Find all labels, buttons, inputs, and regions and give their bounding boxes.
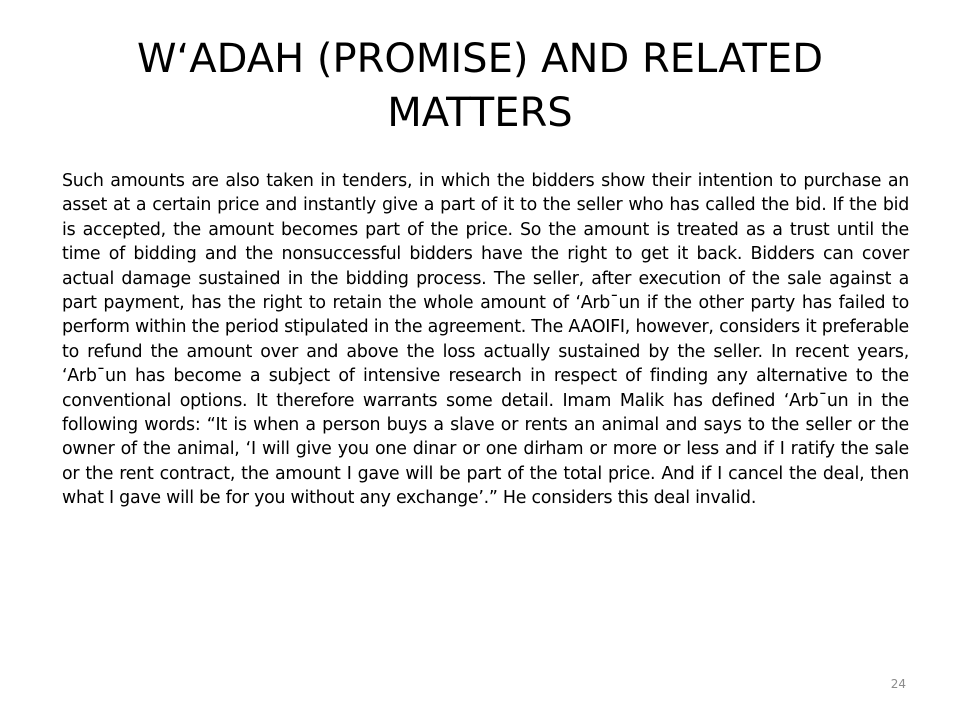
slide-body-text: Such amounts are also taken in tenders, in which the bidders show their intention to purchase an asset at a certain price and instantly give a part of it to the seller who has called the bid. If the bid is accepted, the amount becomes part of the price. So the amount is treated as a trust until the time of bidding and the nonsuccessful bidders have the right to get it back. Bidders can cover actual damage sustained in the bidding process. The seller, after execution of the sale against a part payment, has the right to retain the whole amount of ‘Arb¯un if the other party has failed to perform within the period stipulated in the agreement. The AAOIFI, however, considers it preferable to refund the amount over and above the loss actually sustained by the seller. In recent years, ‘Arb¯un has become a subject of intensive research in respect of finding any alternative to the conventional options. It therefore warrants some detail. Imam Malik has defined ‘Arb¯un in the following words: “It is when a person buys a slave or rents an animal and says to the seller or the owner of the animal, ‘I will give you one dinar or one dirham or more or less and if I ratify the sale or the rent contract, the amount I gave will be part of the total price. And if I cancel the deal, then what I gave will be for you without any exchange’.” He considers this deal invalid. xyxy=(62,171,909,509)
slide-title: W‘ADAH (PROMISE) AND RELATED MATTERS xyxy=(136,36,823,136)
page-number: 24 xyxy=(890,677,906,691)
